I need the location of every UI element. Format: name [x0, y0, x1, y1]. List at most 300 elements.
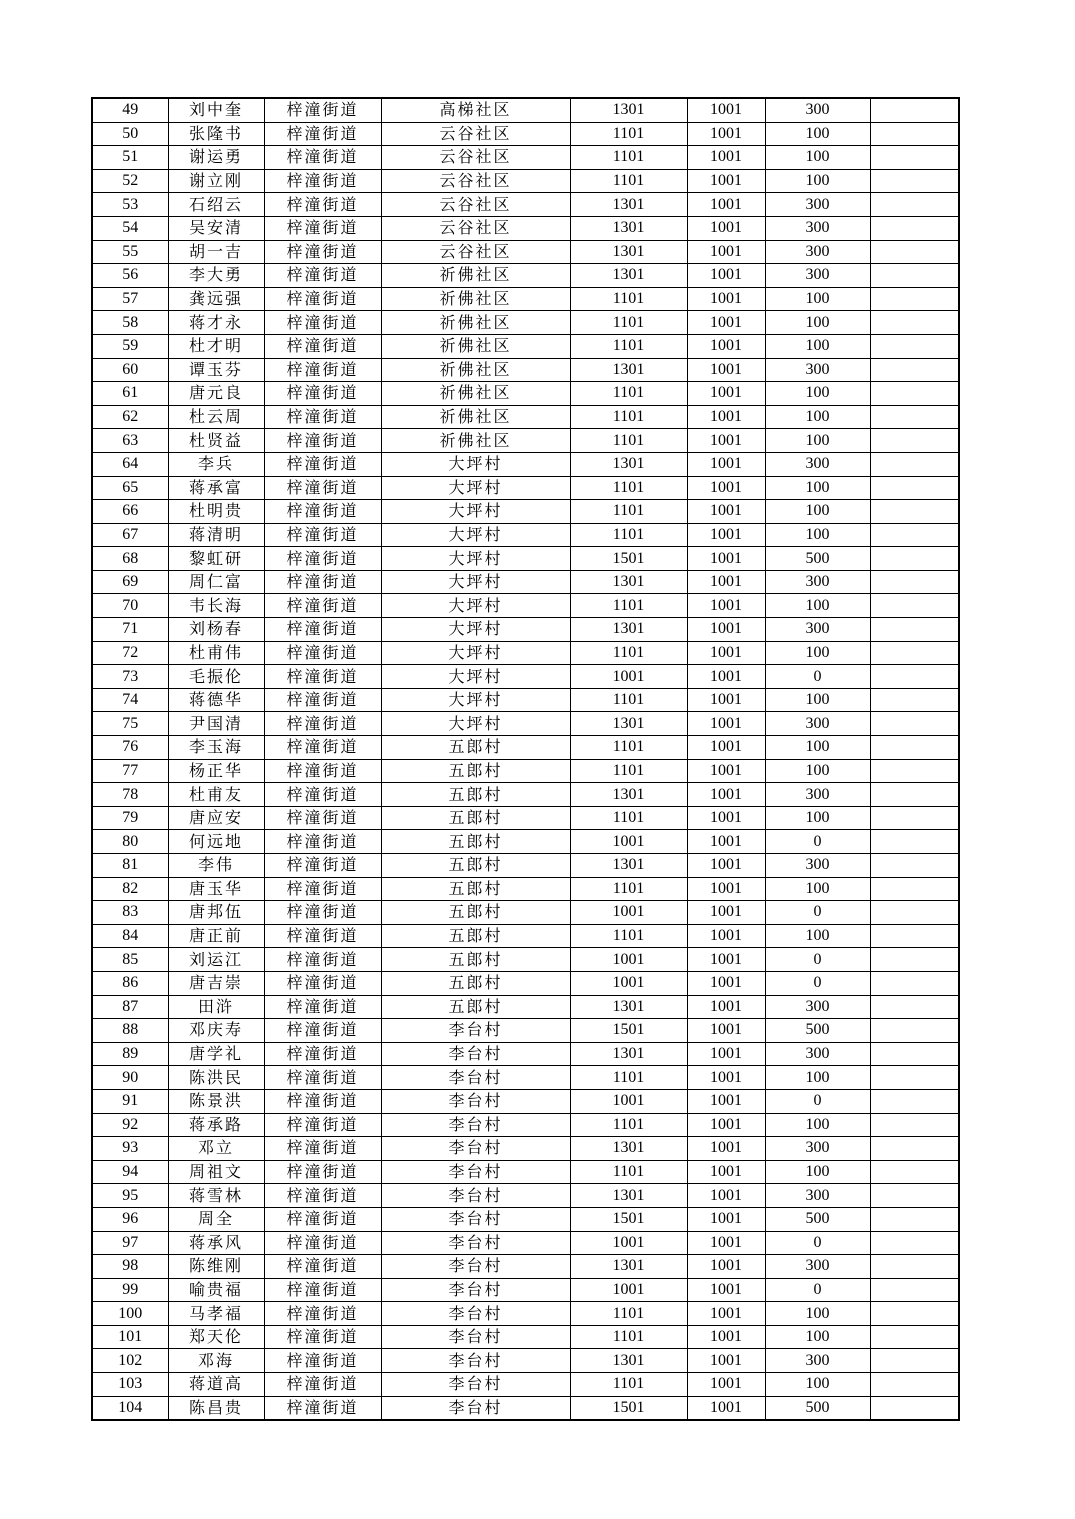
row-number-cell: 52	[92, 169, 168, 193]
name-cell: 杜云周	[168, 405, 264, 429]
name-cell: 龚远强	[168, 287, 264, 311]
name-cell: 杨正华	[168, 759, 264, 783]
amount-cell: 100	[765, 1113, 870, 1137]
subdistrict-cell: 梓潼街道	[264, 854, 381, 878]
amount-cell: 100	[765, 523, 870, 547]
community-cell: 五郎村	[381, 971, 570, 995]
community-cell: 李台村	[381, 1089, 570, 1113]
community-cell: 祈佛社区	[381, 358, 570, 382]
code-b-cell: 1001	[687, 1302, 765, 1326]
table-row	[92, 311, 959, 335]
subdistrict-cell: 梓潼街道	[264, 358, 381, 382]
code-b-cell: 1001	[687, 641, 765, 665]
row-number-cell: 81	[92, 854, 168, 878]
amount-cell: 500	[765, 1207, 870, 1231]
remark-cell	[870, 1184, 959, 1208]
name-cell: 黎虹研	[168, 547, 264, 571]
code-a-cell: 1101	[570, 736, 687, 760]
community-cell: 大坪村	[381, 476, 570, 500]
amount-cell: 100	[765, 736, 870, 760]
row-number-cell: 100	[92, 1302, 168, 1326]
name-cell: 李兵	[168, 452, 264, 476]
table-row	[92, 854, 959, 878]
code-b-cell: 1001	[687, 476, 765, 500]
remark-cell	[870, 1066, 959, 1090]
name-cell: 吴安清	[168, 216, 264, 240]
code-b-cell: 1001	[687, 594, 765, 618]
name-cell: 马孝福	[168, 1302, 264, 1326]
row-number-cell: 66	[92, 500, 168, 524]
code-a-cell: 1301	[570, 1137, 687, 1161]
row-number-cell: 99	[92, 1278, 168, 1302]
remark-cell	[870, 783, 959, 807]
name-cell: 蒋承风	[168, 1231, 264, 1255]
row-number-cell: 58	[92, 311, 168, 335]
code-b-cell: 1001	[687, 783, 765, 807]
table-row	[92, 806, 959, 830]
table-row	[92, 759, 959, 783]
code-b-cell: 1001	[687, 216, 765, 240]
community-cell: 五郎村	[381, 736, 570, 760]
subdistrict-cell: 梓潼街道	[264, 547, 381, 571]
remark-cell	[870, 901, 959, 925]
amount-cell: 300	[765, 1184, 870, 1208]
subdistrict-cell: 梓潼街道	[264, 264, 381, 288]
row-number-cell: 96	[92, 1207, 168, 1231]
code-a-cell: 1101	[570, 877, 687, 901]
table-row	[92, 429, 959, 453]
code-b-cell: 1001	[687, 570, 765, 594]
community-cell: 李台村	[381, 1160, 570, 1184]
row-number-cell: 77	[92, 759, 168, 783]
row-number-cell: 53	[92, 193, 168, 217]
code-a-cell: 1101	[570, 594, 687, 618]
amount-cell: 100	[765, 146, 870, 170]
amount-cell: 100	[765, 806, 870, 830]
remark-cell	[870, 193, 959, 217]
code-a-cell: 1101	[570, 146, 687, 170]
row-number-cell: 65	[92, 476, 168, 500]
community-cell: 李台村	[381, 1278, 570, 1302]
community-cell: 祈佛社区	[381, 311, 570, 335]
name-cell: 唐元良	[168, 382, 264, 406]
remark-cell	[870, 1113, 959, 1137]
table-row	[92, 523, 959, 547]
code-a-cell: 1301	[570, 783, 687, 807]
subdistrict-cell: 梓潼街道	[264, 1042, 381, 1066]
remark-cell	[870, 1349, 959, 1373]
table-row	[92, 688, 959, 712]
code-b-cell: 1001	[687, 901, 765, 925]
table-row	[92, 1089, 959, 1113]
amount-cell: 300	[765, 240, 870, 264]
code-a-cell: 1301	[570, 995, 687, 1019]
community-cell: 李台村	[381, 1325, 570, 1349]
name-cell: 周仁富	[168, 570, 264, 594]
name-cell: 杜才明	[168, 334, 264, 358]
row-number-cell: 93	[92, 1137, 168, 1161]
table-row	[92, 405, 959, 429]
subdistrict-cell: 梓潼街道	[264, 948, 381, 972]
subdistrict-cell: 梓潼街道	[264, 1325, 381, 1349]
row-number-cell: 49	[92, 98, 168, 122]
name-cell: 毛振伦	[168, 665, 264, 689]
name-cell: 胡一吉	[168, 240, 264, 264]
subdistrict-cell: 梓潼街道	[264, 429, 381, 453]
amount-cell: 100	[765, 405, 870, 429]
amount-cell: 300	[765, 1137, 870, 1161]
code-b-cell: 1001	[687, 971, 765, 995]
subdistrict-cell: 梓潼街道	[264, 641, 381, 665]
table-row	[92, 216, 959, 240]
remark-cell	[870, 1137, 959, 1161]
table-row	[92, 1113, 959, 1137]
row-number-cell: 63	[92, 429, 168, 453]
community-cell: 李台村	[381, 1302, 570, 1326]
community-cell: 李台村	[381, 1349, 570, 1373]
code-b-cell: 1001	[687, 523, 765, 547]
amount-cell: 100	[765, 1325, 870, 1349]
row-number-cell: 68	[92, 547, 168, 571]
amount-cell: 300	[765, 618, 870, 642]
subdistrict-cell: 梓潼街道	[264, 924, 381, 948]
code-a-cell: 1101	[570, 523, 687, 547]
code-a-cell: 1101	[570, 169, 687, 193]
community-cell: 大坪村	[381, 570, 570, 594]
subdistrict-cell: 梓潼街道	[264, 1207, 381, 1231]
code-b-cell: 1001	[687, 452, 765, 476]
subdistrict-cell: 梓潼街道	[264, 1373, 381, 1397]
row-number-cell: 55	[92, 240, 168, 264]
table-row	[92, 948, 959, 972]
amount-cell: 100	[765, 122, 870, 146]
community-cell: 五郎村	[381, 901, 570, 925]
code-b-cell: 1001	[687, 806, 765, 830]
community-cell: 五郎村	[381, 877, 570, 901]
remark-cell	[870, 1373, 959, 1397]
table-row	[92, 924, 959, 948]
row-number-cell: 98	[92, 1255, 168, 1279]
code-b-cell: 1001	[687, 759, 765, 783]
amount-cell: 300	[765, 98, 870, 122]
community-cell: 李台村	[381, 1137, 570, 1161]
amount-cell: 300	[765, 1255, 870, 1279]
row-number-cell: 75	[92, 712, 168, 736]
code-a-cell: 1101	[570, 334, 687, 358]
row-number-cell: 83	[92, 901, 168, 925]
code-b-cell: 1001	[687, 1207, 765, 1231]
remark-cell	[870, 665, 959, 689]
name-cell: 邓海	[168, 1349, 264, 1373]
name-cell: 蒋才永	[168, 311, 264, 335]
name-cell: 杜贤益	[168, 429, 264, 453]
subdistrict-cell: 梓潼街道	[264, 452, 381, 476]
community-cell: 李台村	[381, 1255, 570, 1279]
name-cell: 郑天伦	[168, 1325, 264, 1349]
row-number-cell: 74	[92, 688, 168, 712]
code-b-cell: 1001	[687, 169, 765, 193]
table-row	[92, 1278, 959, 1302]
code-a-cell: 1101	[570, 122, 687, 146]
subdistrict-cell: 梓潼街道	[264, 523, 381, 547]
community-cell: 大坪村	[381, 688, 570, 712]
amount-cell: 0	[765, 901, 870, 925]
code-b-cell: 1001	[687, 1042, 765, 1066]
table-row	[92, 971, 959, 995]
row-number-cell: 91	[92, 1089, 168, 1113]
row-number-cell: 59	[92, 334, 168, 358]
row-number-cell: 62	[92, 405, 168, 429]
row-number-cell: 87	[92, 995, 168, 1019]
row-number-cell: 85	[92, 948, 168, 972]
name-cell: 刘运江	[168, 948, 264, 972]
code-b-cell: 1001	[687, 1160, 765, 1184]
row-number-cell: 78	[92, 783, 168, 807]
code-b-cell: 1001	[687, 287, 765, 311]
row-number-cell: 50	[92, 122, 168, 146]
amount-cell: 100	[765, 334, 870, 358]
code-b-cell: 1001	[687, 688, 765, 712]
community-cell: 云谷社区	[381, 216, 570, 240]
table-row	[92, 264, 959, 288]
subdistrict-cell: 梓潼街道	[264, 216, 381, 240]
code-b-cell: 1001	[687, 1349, 765, 1373]
name-cell: 何远地	[168, 830, 264, 854]
code-a-cell: 1001	[570, 1089, 687, 1113]
table-row	[92, 712, 959, 736]
amount-cell: 100	[765, 877, 870, 901]
code-b-cell: 1001	[687, 995, 765, 1019]
remark-cell	[870, 971, 959, 995]
row-number-cell: 82	[92, 877, 168, 901]
amount-cell: 100	[765, 1160, 870, 1184]
code-a-cell: 1101	[570, 924, 687, 948]
table-body	[92, 98, 959, 1420]
amount-cell: 0	[765, 1231, 870, 1255]
code-a-cell: 1301	[570, 712, 687, 736]
community-cell: 云谷社区	[381, 193, 570, 217]
remark-cell	[870, 712, 959, 736]
code-a-cell: 1301	[570, 1042, 687, 1066]
community-cell: 云谷社区	[381, 169, 570, 193]
code-a-cell: 1101	[570, 311, 687, 335]
amount-cell: 300	[765, 452, 870, 476]
remark-cell	[870, 358, 959, 382]
community-cell: 李台村	[381, 1019, 570, 1043]
table-row	[92, 618, 959, 642]
amount-cell: 100	[765, 759, 870, 783]
row-number-cell: 95	[92, 1184, 168, 1208]
community-cell: 云谷社区	[381, 240, 570, 264]
remark-cell	[870, 570, 959, 594]
amount-cell: 100	[765, 641, 870, 665]
table-row	[92, 1349, 959, 1373]
row-number-cell: 89	[92, 1042, 168, 1066]
name-cell: 刘杨春	[168, 618, 264, 642]
table-row	[92, 358, 959, 382]
remark-cell	[870, 264, 959, 288]
community-cell: 大坪村	[381, 500, 570, 524]
community-cell: 李台村	[381, 1113, 570, 1137]
table-row	[92, 146, 959, 170]
code-a-cell: 1001	[570, 830, 687, 854]
community-cell: 大坪村	[381, 452, 570, 476]
amount-cell: 500	[765, 547, 870, 571]
community-cell: 五郎村	[381, 783, 570, 807]
row-number-cell: 80	[92, 830, 168, 854]
table-row	[92, 122, 959, 146]
subdistrict-cell: 梓潼街道	[264, 1113, 381, 1137]
remark-cell	[870, 641, 959, 665]
code-b-cell: 1001	[687, 146, 765, 170]
table-row	[92, 547, 959, 571]
amount-cell: 300	[765, 1349, 870, 1373]
name-cell: 李玉海	[168, 736, 264, 760]
code-a-cell: 1301	[570, 854, 687, 878]
code-b-cell: 1001	[687, 1089, 765, 1113]
community-cell: 李台村	[381, 1396, 570, 1420]
amount-cell: 100	[765, 500, 870, 524]
row-number-cell: 56	[92, 264, 168, 288]
code-b-cell: 1001	[687, 736, 765, 760]
name-cell: 邓立	[168, 1137, 264, 1161]
code-a-cell: 1501	[570, 547, 687, 571]
code-b-cell: 1001	[687, 1373, 765, 1397]
remark-cell	[870, 169, 959, 193]
code-a-cell: 1301	[570, 618, 687, 642]
subdistrict-cell: 梓潼街道	[264, 311, 381, 335]
code-a-cell: 1101	[570, 1325, 687, 1349]
code-b-cell: 1001	[687, 1278, 765, 1302]
code-b-cell: 1001	[687, 382, 765, 406]
subdistrict-cell: 梓潼街道	[264, 405, 381, 429]
remark-cell	[870, 806, 959, 830]
subdistrict-cell: 梓潼街道	[264, 594, 381, 618]
name-cell: 尹国清	[168, 712, 264, 736]
code-a-cell: 1001	[570, 971, 687, 995]
amount-cell: 300	[765, 854, 870, 878]
community-cell: 李台村	[381, 1042, 570, 1066]
table-row	[92, 1207, 959, 1231]
table-row	[92, 665, 959, 689]
table-row	[92, 1160, 959, 1184]
data-table	[91, 97, 960, 1421]
code-b-cell: 1001	[687, 665, 765, 689]
community-cell: 云谷社区	[381, 122, 570, 146]
code-b-cell: 1001	[687, 429, 765, 453]
community-cell: 五郎村	[381, 948, 570, 972]
name-cell: 蒋道高	[168, 1373, 264, 1397]
code-b-cell: 1001	[687, 547, 765, 571]
remark-cell	[870, 618, 959, 642]
subdistrict-cell: 梓潼街道	[264, 712, 381, 736]
row-number-cell: 71	[92, 618, 168, 642]
name-cell: 谢运勇	[168, 146, 264, 170]
row-number-cell: 103	[92, 1373, 168, 1397]
code-a-cell: 1501	[570, 1207, 687, 1231]
community-cell: 李台村	[381, 1231, 570, 1255]
remark-cell	[870, 216, 959, 240]
name-cell: 周祖文	[168, 1160, 264, 1184]
row-number-cell: 70	[92, 594, 168, 618]
row-number-cell: 69	[92, 570, 168, 594]
remark-cell	[870, 452, 959, 476]
remark-cell	[870, 1042, 959, 1066]
remark-cell	[870, 405, 959, 429]
table-row	[92, 995, 959, 1019]
name-cell: 唐吉崇	[168, 971, 264, 995]
row-number-cell: 102	[92, 1349, 168, 1373]
code-b-cell: 1001	[687, 122, 765, 146]
code-a-cell: 1101	[570, 759, 687, 783]
subdistrict-cell: 梓潼街道	[264, 570, 381, 594]
code-b-cell: 1001	[687, 1184, 765, 1208]
subdistrict-cell: 梓潼街道	[264, 1349, 381, 1373]
name-cell: 周全	[168, 1207, 264, 1231]
name-cell: 张隆书	[168, 122, 264, 146]
row-number-cell: 73	[92, 665, 168, 689]
code-b-cell: 1001	[687, 405, 765, 429]
name-cell: 石绍云	[168, 193, 264, 217]
community-cell: 五郎村	[381, 806, 570, 830]
code-a-cell: 1101	[570, 1302, 687, 1326]
code-a-cell: 1501	[570, 1396, 687, 1420]
row-number-cell: 101	[92, 1325, 168, 1349]
amount-cell: 0	[765, 665, 870, 689]
amount-cell: 300	[765, 995, 870, 1019]
community-cell: 五郎村	[381, 830, 570, 854]
subdistrict-cell: 梓潼街道	[264, 759, 381, 783]
name-cell: 蒋承富	[168, 476, 264, 500]
subdistrict-cell: 梓潼街道	[264, 240, 381, 264]
name-cell: 唐应安	[168, 806, 264, 830]
remark-cell	[870, 948, 959, 972]
name-cell: 李伟	[168, 854, 264, 878]
subdistrict-cell: 梓潼街道	[264, 806, 381, 830]
amount-cell: 100	[765, 1066, 870, 1090]
remark-cell	[870, 429, 959, 453]
code-a-cell: 1101	[570, 382, 687, 406]
name-cell: 蒋德华	[168, 688, 264, 712]
code-a-cell: 1301	[570, 358, 687, 382]
name-cell: 刘中奎	[168, 98, 264, 122]
amount-cell: 100	[765, 287, 870, 311]
subdistrict-cell: 梓潼街道	[264, 877, 381, 901]
subdistrict-cell: 梓潼街道	[264, 1160, 381, 1184]
code-a-cell: 1301	[570, 193, 687, 217]
code-a-cell: 1001	[570, 665, 687, 689]
row-number-cell: 51	[92, 146, 168, 170]
table-row	[92, 1137, 959, 1161]
table-row	[92, 594, 959, 618]
code-a-cell: 1301	[570, 1184, 687, 1208]
code-a-cell: 1301	[570, 216, 687, 240]
remark-cell	[870, 1207, 959, 1231]
table-row	[92, 1019, 959, 1043]
code-b-cell: 1001	[687, 193, 765, 217]
table-row	[92, 452, 959, 476]
remark-cell	[870, 311, 959, 335]
table-row	[92, 382, 959, 406]
row-number-cell: 64	[92, 452, 168, 476]
row-number-cell: 94	[92, 1160, 168, 1184]
remark-cell	[870, 736, 959, 760]
code-b-cell: 1001	[687, 618, 765, 642]
code-a-cell: 1101	[570, 688, 687, 712]
subdistrict-cell: 梓潼街道	[264, 334, 381, 358]
name-cell: 蒋雪林	[168, 1184, 264, 1208]
code-b-cell: 1001	[687, 830, 765, 854]
